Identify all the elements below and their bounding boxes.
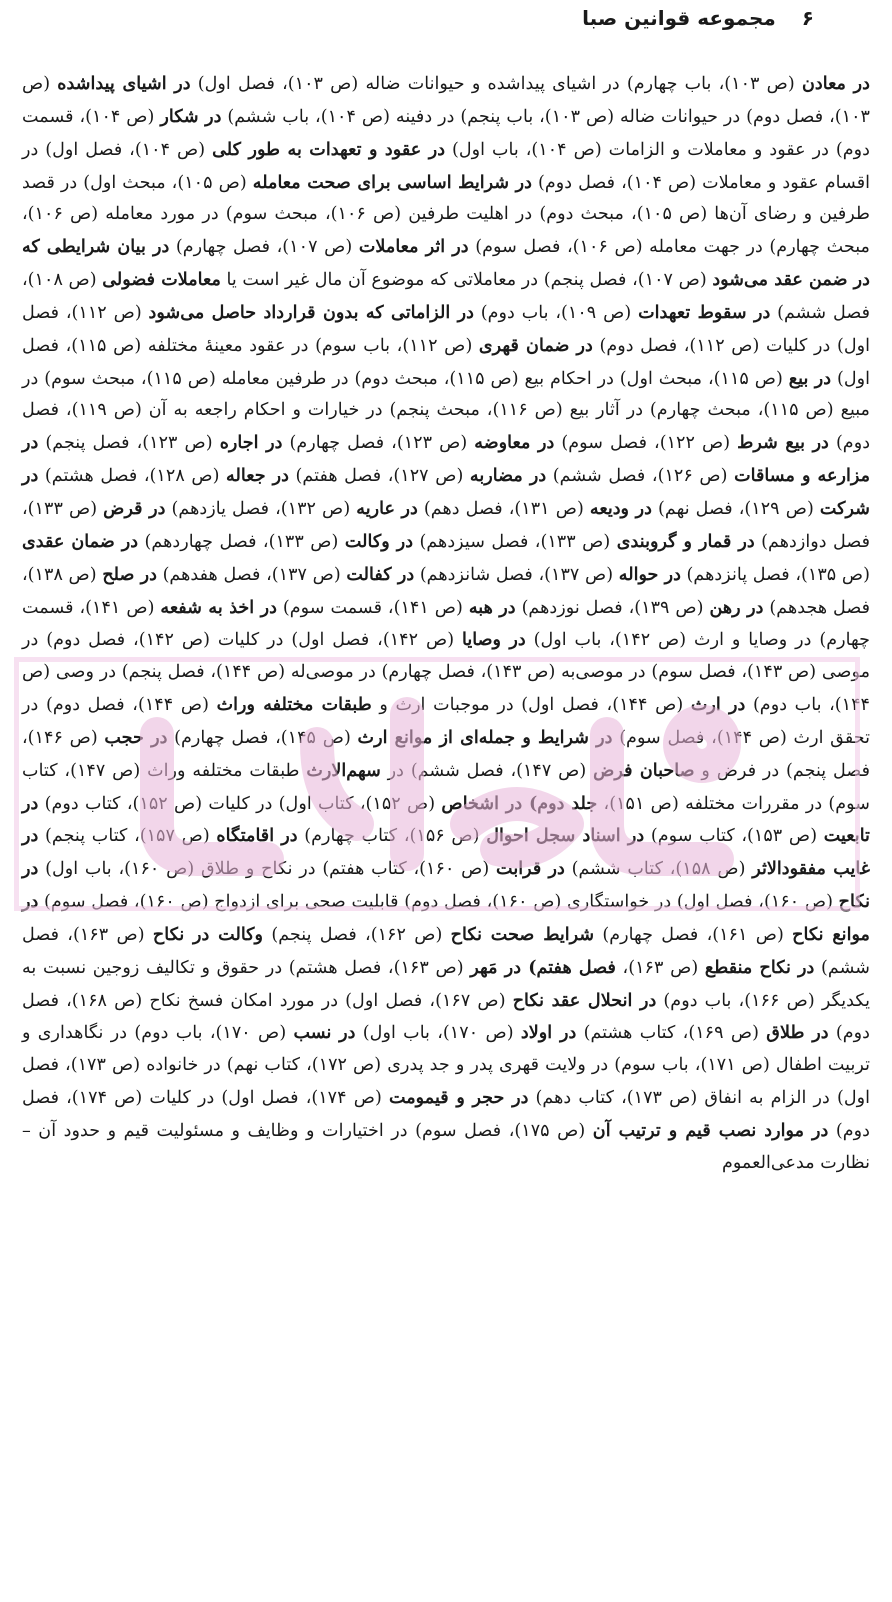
text-run: (ص ۱۵۸)، کتاب ششم) <box>564 859 753 880</box>
bold-heading-run: در نکاح <box>22 858 870 913</box>
text-run: (ص ۱۳۸)، فصل هجدهم) <box>22 564 871 618</box>
bold-heading-run: در معادن <box>801 73 870 94</box>
bold-heading-run: در اسناد سجل احوال <box>486 825 645 847</box>
text-run: (ص ۱۳۱)، فصل دهم) <box>417 498 590 519</box>
page-header <box>582 6 814 30</box>
text-run: (ص ۱۰۴)، فصل اول) در اقسام عقود و معاملات (ص ۱۰۴)، فصل دوم) <box>22 139 871 193</box>
bold-heading-run: در الزاماتی که بدون قرارداد حاصل می‌شود <box>148 301 474 323</box>
text-run: (ص ۱۲۸)، فصل هشتم) <box>38 466 227 487</box>
text-run: (ص ۱۱۲)، فصل اول) در کلیات (ص ۱۱۲)، فصل دوم) <box>22 302 870 356</box>
text-run: (ص ۱۶۳)، فصل ششم) <box>22 924 871 978</box>
bold-heading-run: در حجب <box>104 726 168 748</box>
bold-heading-run: در وکالت <box>344 530 414 552</box>
bold-heading-run: در سقوط تعهدات <box>638 301 771 323</box>
text-run: (ص ۱۳۳)، فصل چهاردهم) <box>138 531 345 552</box>
bold-heading-run: در بیان شرایطی که در ضمن عقد می‌شود <box>22 236 870 291</box>
bold-heading-run: طبقات مختلفه وراث <box>216 694 372 716</box>
text-run: طبقات مختلفه وراث (ص ۱۴۷)، کتاب سوم) در مقررات مختلفه (ص ۱۵۱)، <box>22 760 871 814</box>
bold-heading-run: صاحبان فرض <box>593 759 695 781</box>
text-run: (ص ۱۶۹)، کتاب هشتم) <box>576 1023 767 1044</box>
bold-heading-run: در بیع <box>788 367 832 389</box>
bold-heading-run: در حواله <box>618 563 681 585</box>
text-run: (ص ۱۲۲)، فصل سوم) <box>554 433 738 454</box>
bold-heading-run: در مضاربه <box>469 465 547 487</box>
text-run: (ص ۱۰۳)، باب چهارم) در اشیای پیداشده و حیوانات ضاله (ص ۱۰۳)، فصل اول) <box>190 74 802 94</box>
bold-heading-run: در قمار و گروبندی <box>616 530 755 552</box>
bold-heading-run: در ارث <box>690 694 746 716</box>
bold-heading-run: در ضمان عقدی <box>22 530 139 552</box>
bold-heading-run: جلد دوم) در اشخاص <box>441 792 598 814</box>
bold-heading-run: در انحلال عقد نکاح <box>512 989 657 1011</box>
text-run: (ص ۱۷۰)، باب اول) <box>355 1023 521 1044</box>
bold-heading-run: در کفالت <box>346 563 415 585</box>
text-run: (ص ۱۰۹)، باب دوم) <box>473 302 639 323</box>
text-run: (ص ۱۶۷)، فصل اول) در مورد امکان فسخ نکاح (ص ۱۶۸)، فصل دوم) <box>22 990 870 1044</box>
text-run: (ص ۱۲۹)، فصل نهم) <box>651 498 820 519</box>
bold-heading-run: در جعاله <box>226 465 289 487</box>
bold-heading-run: در مزارعه و مساقات <box>22 432 871 487</box>
bold-heading-run: در بیع شرط <box>737 432 829 454</box>
text-run: (ص ۱۶۱)، فصل چهارم) <box>594 924 793 945</box>
bold-heading-run: در قرض <box>103 497 166 519</box>
bold-heading-run: در عقود و تعهدات به طور کلی <box>212 138 446 160</box>
text-run: (ص ۱۱۵)، مبحث اول) در احکام بیع (ص ۱۱۵)، مبحث دوم) در طرفین معامله (ص ۱۱۵)، مبحث سوم) در مبیع (ص ۱۱۵)، مبحث چهارم) در آثار بیع (ص ۱۱۶)، مبحث پنجم) در خیارات و احکام راجعه به آن (ص ۱۱۹)، فصل دوم) <box>22 368 871 454</box>
text-run: (ص ۱۲۶)، فصل ششم) <box>546 466 735 487</box>
text-run: (ص ۱۲۷)، فصل هفتم) <box>289 466 470 487</box>
bold-heading-run: در اقامتگاه <box>216 825 298 847</box>
bold-heading-run: در ودیعه <box>589 497 652 519</box>
body-paragraph <box>22 68 870 1180</box>
bold-heading-run: در عاریه <box>356 497 418 519</box>
bold-heading-run: در شکار <box>160 105 222 127</box>
bold-heading-run: سهم‌الارث <box>306 759 381 781</box>
text-run: (ص ۱۷۴)، فصل اول) در کلیات (ص ۱۷۴)، فصل دوم) <box>22 1088 870 1141</box>
text-run: (ص ۱۰۳)، فصل دوم) در حیوانات ضاله (ص ۱۰۳)، باب پنجم) در دفینه (ص ۱۰۴)، باب ششم) <box>22 74 870 127</box>
text-run: (ص ۱۵۷)، کتاب پنجم) <box>38 826 217 847</box>
bold-heading-run: در هبه <box>468 596 516 618</box>
bold-heading-run: معاملات فضولی <box>102 269 221 291</box>
text-run: (ص ۱۴۵)، فصل چهارم) <box>167 727 358 748</box>
bold-heading-run: در موانع نکاح <box>22 891 870 945</box>
bold-heading-run: در شرکت <box>22 465 871 519</box>
bold-heading-run: در شرایط اساسی برای صحت معامله <box>252 171 532 193</box>
text-run: (ص ۱۴۱)، قسمت چهارم) در وصایا و ارث (ص ۱۴۲)، باب اول) <box>22 597 870 651</box>
text-run: (ص ۱۴۱)، قسمت سوم) <box>277 597 469 618</box>
text-run: (ص ۱۳۷)، فصل هفدهم) <box>156 564 347 585</box>
text-run: (ص ۱۲۳)، فصل پنجم) <box>38 433 220 454</box>
text-run: (ص ۱۷۵)، فصل سوم) در اختیارات و وظایف و مسئولیت قیم و حدود آن – نظارت مدعی‌العموم <box>22 1121 870 1173</box>
bold-heading-run: در اشیای پیداشده <box>57 73 191 94</box>
bold-heading-run: در قرابت <box>496 858 565 880</box>
bold-heading-run: در اخذ به شفعه <box>160 596 277 618</box>
bold-heading-run: در تابعیت <box>22 792 870 847</box>
text-run: (ص ۱۵۲)، کتاب اول) در کلیات (ص ۱۵۲)، کتاب دوم) <box>38 793 442 814</box>
bold-heading-run: در نسب <box>293 1022 356 1044</box>
bold-heading-run: در موارد نصب قیم و ترتیب آن <box>592 1120 829 1141</box>
text-run: (ص ۱۳۷)، فصل شانزدهم) <box>414 564 619 585</box>
bold-heading-run: شرایط صحت نکاح <box>450 923 595 945</box>
bold-heading-run: در شرایط و جمله‌ای از موانع ارث <box>357 726 613 748</box>
text-run: (ص ۱۶۰)، کتاب هفتم) در نکاح و طلاق (ص ۱۶۰)، باب اول) <box>38 859 497 880</box>
running-title: مجموعه قوانین صبا <box>582 6 776 30</box>
bold-heading-run: در اثر معاملات <box>358 236 469 258</box>
text-run: (ص ۱۱۲)، باب سوم) در عقود معینهٔ مختلفه (ص ۱۱۵)، فصل اول) <box>22 335 871 389</box>
text-run: (ص ۱۰۴)، قسمت دوم) در عقود و معاملات و الزامات (ص ۱۰۴)، باب اول) <box>22 106 870 160</box>
text-run: (ص ۱۴۲)، فصل اول) در کلیات (ص ۱۴۲)، فصل دوم) در موصی (ص ۱۴۳)، فصل سوم) در موصی‌به (ص ۱۴۳)، فصل چهارم) در موصی‌له (ص ۱۴۴)، فصل پنجم) در وصی (ص ۱۴۴)، باب دوم) <box>22 630 871 716</box>
text-run: (ص ۱۶۳)، فصل هشتم) در حقوق و تکالیف زوجین نسبت به یکدیگر (ص ۱۶۶)، باب دوم) <box>22 957 870 1011</box>
bold-heading-run: در صلح <box>102 563 157 585</box>
text-run: (ص ۱۴۷)، فصل ششم) در <box>380 760 594 781</box>
bold-heading-run: در غایب مفقودالاثر <box>22 825 870 880</box>
page-number: ۶ <box>801 6 814 30</box>
text-run: (ص ۱۴۴)، فصل اول) در موجبات ارث و <box>371 695 691 716</box>
text-run: (ص ۱۶۳)، <box>615 957 705 978</box>
bold-heading-run: در رهن <box>709 596 764 618</box>
text-run: (ص ۱۴۴)، فصل دوم) در تحقق ارث (ص ۱۴۴)، فصل سوم) <box>22 695 870 748</box>
text-run: (ص ۱۰۷)، فصل پنجم) در معاملاتی که موضوع آن مال غیر است یا <box>220 270 713 291</box>
bold-heading-run: در اولاد <box>520 1022 577 1044</box>
text-run: (ص ۱۰۵)، مبحث اول) در قصد طرفین و رضای آن‌ها (ص ۱۰۵)، مبحث دوم) در اهلیت طرفین (ص ۱۰۶)، مبحث سوم) در مورد معامله (ص ۱۰۶)، مبحث چهارم) در جهت معامله (ص ۱۰۶)، فصل سوم) <box>22 172 871 258</box>
bold-heading-run: در وصایا <box>461 629 526 651</box>
bold-heading-run: فصل هفتم) در مَهر <box>470 956 616 978</box>
text-run: (ص ۱۳۹)، فصل نوزدهم) <box>515 597 710 618</box>
text-run: (ص ۱۶۲)، فصل پنجم) <box>263 924 451 945</box>
bold-heading-run: در اجاره <box>219 432 283 454</box>
text-run: (ص ۱۳۳)، فصل دوازدهم) <box>22 498 871 552</box>
bold-heading-run: در ضمان قهری <box>478 334 593 356</box>
text-run: (ص ۱۵۶)، کتاب چهارم) <box>297 826 487 847</box>
text-run: (ص ۱۵۳)، کتاب سوم) <box>644 826 824 847</box>
text-run: (ص ۱۷۰)، باب دوم) در نگاهداری و تربیت اطفال (ص ۱۷۱)، باب سوم) در ولایت قهری پدر و جد پدری (ص ۱۷۲)، کتاب نهم) در خانواده (ص ۱۷۳)، فصل اول) در الزام به انفاق (ص ۱۷۳)، کتاب دهم) <box>22 1023 870 1109</box>
bold-heading-run: در معاوضه <box>474 432 555 454</box>
text-run: (ص ۱۶۰)، فصل اول) در خواستگاری (ص ۱۶۰)، فصل دوم) قابلیت صحی برای ازدواج (ص ۱۶۰)، فصل سوم) <box>38 892 839 913</box>
text-run: (ص ۱۳۳)، فصل سیزدهم) <box>413 531 617 552</box>
bold-heading-run: در نکاح منقطع <box>704 956 815 978</box>
text-run: (ص ۱۳۵)، فصل پانزدهم) <box>680 564 871 585</box>
bold-heading-run: در طلاق <box>766 1022 829 1044</box>
text-run: (ص ۱۴۶)، فصل پنجم) در فرض و <box>22 727 870 781</box>
text-run: (ص ۱۳۲)، فصل یازدهم) <box>165 498 357 519</box>
text-run: (ص ۱۲۳)، فصل چهارم) <box>282 433 475 454</box>
bold-heading-run: وکالت در نکاح <box>152 923 264 945</box>
text-run: (ص ۱۰۷)، فصل چهارم) <box>169 237 359 258</box>
text-run: (ص ۱۰۸)، فصل ششم) <box>22 270 870 323</box>
bold-heading-run: در حجر و قیمومت <box>388 1087 529 1109</box>
